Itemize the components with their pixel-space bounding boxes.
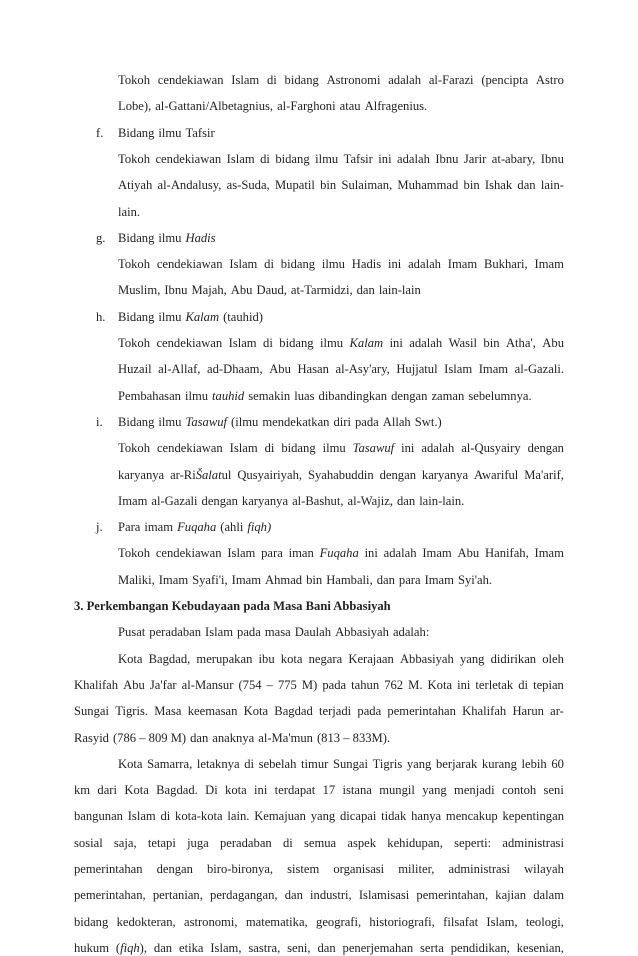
text-line: Tokoh cendekiawan Islam para iman Fuqaha ini adalah Imam Abu Hanifah, Imam <box>118 546 564 561</box>
word: Astro <box>535 73 564 87</box>
text-line: hukum (fiqh), dan etika Islam, sastra, seni, dan penerjemahan serta pendidikan, kesenian, <box>74 940 564 955</box>
text-line: Tokoh cendekiawan Islam di bidang ilmu Tafsir ini adalah Ibnu Jarir at-abary, Ibnu <box>118 151 564 166</box>
text-line: Kota Bagdad, merupakan ibu kota negara Kerajaan Abbasiyah yang didirikan oleh <box>118 651 564 666</box>
text-line: karyanya ar-RiŠalatul Qusyairiyah, Syahabuddin dengan karyanya Awariful Ma'arif, <box>118 467 564 482</box>
word: al-Gattani/Albetagnius, <box>155 99 274 114</box>
word: adalah <box>388 73 422 87</box>
list-heading-hadis: Bidang ilmu Hadis <box>118 230 216 245</box>
list-heading-tafsir: Bidang ilmu Tafsir <box>118 125 215 140</box>
text-line: Tokoh cendekiawan Islam di bidang ilmu Tasawuf ini adalah al-Qusyairy dengan <box>118 441 564 456</box>
word: cendekiawan <box>157 73 224 87</box>
text-line: Pembahasan ilmu tauhid semakin luas dibandingkan dengan zaman sebelumnya. <box>118 388 532 403</box>
text-line: Khalifah Abu Ja'far al-Mansur (754 – 775 M) pada tahun 762 M. Kota ini terletak di tepian <box>74 677 564 692</box>
text-line: Tokoh cendekiawan Islam di bidang ilmu Kalam ini adalah Wasil bin Atha', Abu <box>118 336 564 350</box>
text-line: Imam al-Gazali dengan karyanya al-Bashut, al-Wajiz, dan lain-lain. <box>118 493 465 508</box>
section-heading: 3. Perkembangan Kebudayaan pada Masa Bani Abbasiyah <box>74 599 391 613</box>
list-marker-h: h. <box>96 309 106 324</box>
text-line <box>118 72 564 88</box>
word: Astronomi <box>326 73 381 87</box>
text-line: Atiyah al-Andalusy, as-Suda, Mupatil bin Sulaiman, Muhammad bin Ishak dan lain- <box>118 178 564 193</box>
text-line: bangunan Islam di kota-kota lain. Kemajuan yang dicapai tidak hanya mencakup kepentingan <box>74 809 564 824</box>
word: atau <box>339 99 361 114</box>
text-line: lain. <box>118 204 141 219</box>
text-line: Muslim, Ibnu Majah, Abu Daud, at-Tarmidzi, dan lain-lain <box>118 283 421 298</box>
text-line: Kota Samarra, letaknya di sebelah timur Sungai Tigris yang berjarak kurang lebih 60 <box>118 756 564 771</box>
list-heading-kalam: Bidang ilmu Kalam (tauhid) <box>118 309 263 324</box>
list-heading-tasawuf: Bidang ilmu Tasawuf (ilmu mendekatkan diri pada Allah Swt.) <box>118 414 442 429</box>
word: Islam <box>231 73 260 87</box>
text-line: Huzail al-Allaf, ad-Dhaam, Abu Hasan al-Asy'ary, Hujjatul Islam Imam al-Gazali. <box>118 362 564 377</box>
word: Lobe), <box>118 99 152 114</box>
text-line <box>118 98 427 114</box>
word: bidang <box>284 73 319 87</box>
word: Alfragenius. <box>364 99 428 114</box>
text-line: sosial saja, tetapi juga peradaban di semua aspek kehidupan, seperti: administrasi <box>74 835 564 850</box>
text-line: Sungai Tigris. Masa keemasan Kota Bagdad terjadi pada pemerintahan Khalifah Harun ar- <box>74 704 564 719</box>
text-line: Maliki, Imam Syafi'i, Imam Ahmad bin Hambali, dan para Imam Syi'ah. <box>118 572 493 587</box>
list-marker-f: f. <box>96 125 104 140</box>
word: al-Farazi <box>428 73 474 87</box>
text-line: Pusat peradaban Islam pada masa Daulah Abbasiyah adalah: <box>118 625 430 640</box>
text-line: pemerintahan dengan biro-bironya, sistem organisasi militer, administrasi wilayah <box>74 862 564 876</box>
list-marker-g: g. <box>96 230 106 245</box>
list-heading-fuqaha: Para imam Fuqaha (ahli fiqh) <box>118 520 272 535</box>
text-line: km dari Kota Bagdad. Di kota ini terdapat 17 istana mungil yang menjadi contoh seni <box>74 783 564 798</box>
list-marker-j: j. <box>96 520 103 535</box>
word: Tokoh <box>118 73 151 87</box>
text-line: bidang kedokteran, astronomi, matematika, geografi, historiografi, filsafat Islam, teologi, <box>74 914 564 929</box>
text-line: pemerintahan, pertanian, perdagangan, dan industri, Islamisasi pemerintahan, kajian dalam <box>74 888 564 903</box>
word: di <box>266 73 277 87</box>
word: al-Farghoni <box>277 99 336 114</box>
list-marker-i: i. <box>96 414 103 429</box>
text-line: Tokoh cendekiawan Islam di bidang ilmu Hadis ini adalah Imam Bukhari, Imam <box>118 257 564 272</box>
text-line: Rasyid (786 – 809 M) dan anaknya al-Ma'mun (813 – 833M). <box>74 730 391 745</box>
word: (pencipta <box>481 73 529 87</box>
